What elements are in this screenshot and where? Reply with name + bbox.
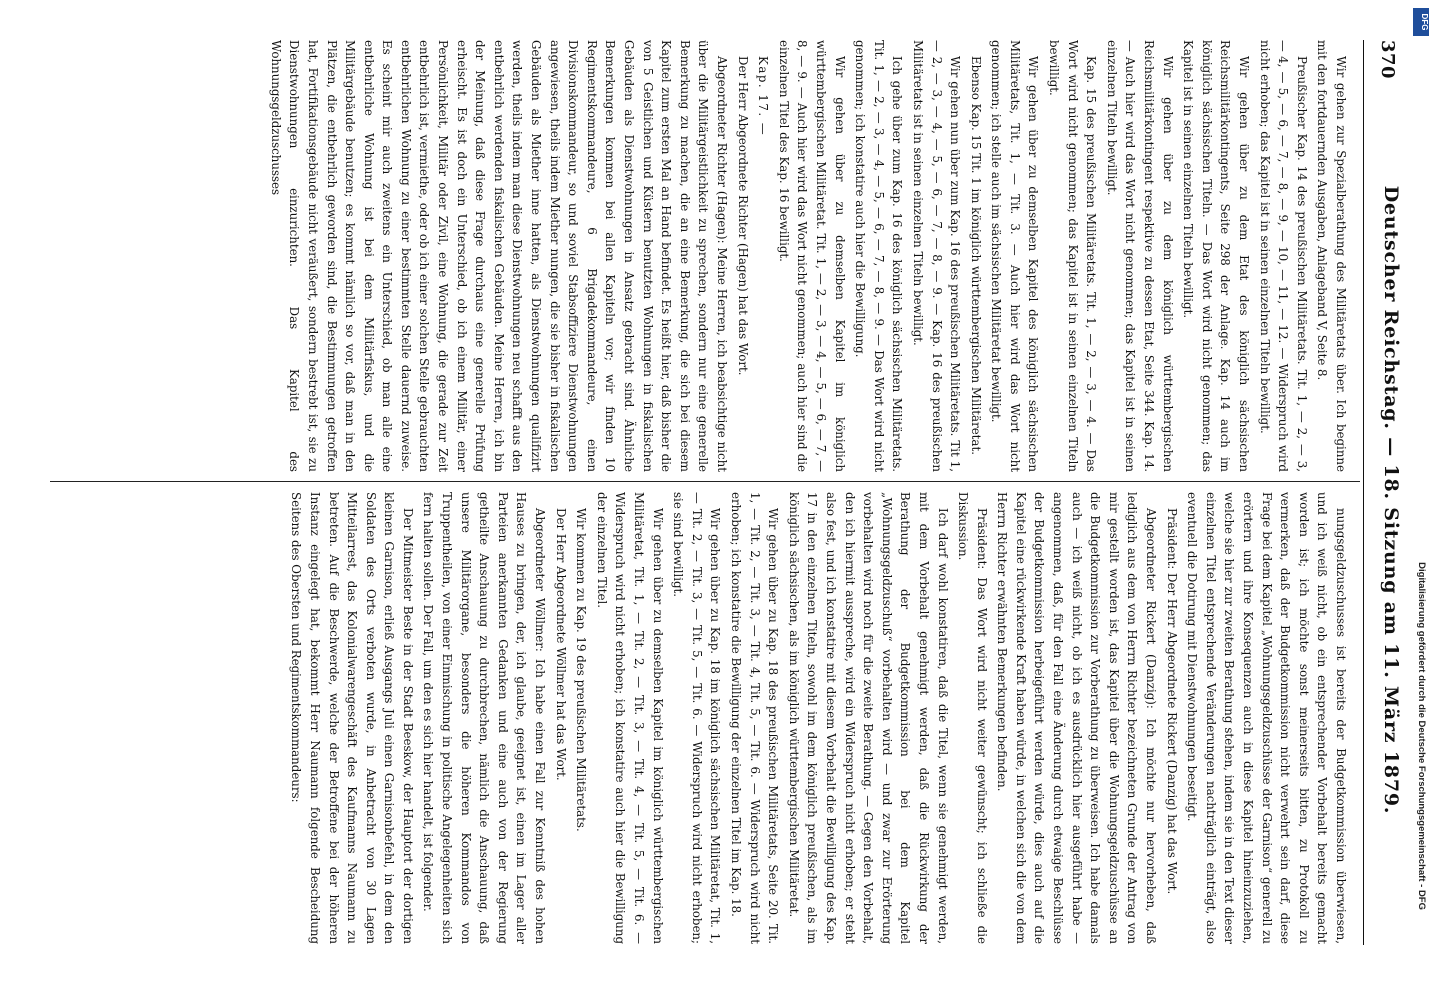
paragraph: Wir gehen über zu dem Etat des königlich sächsischen Reichsmilitärkontingents, Seite 298 der Anlage. Kap. 14 auch im königlich sächsischen Titeln. — Das Wort wird nicht genommen; das Kapitel ist in seinen einzelnen Titeln bewilligt. xyxy=(1181,40,1252,472)
running-title: Deutscher Reichstag. — 18. Sitzung am 11. März 1879. xyxy=(1380,185,1402,815)
digitization-sidebar xyxy=(1410,0,1432,1000)
left-column xyxy=(50,40,1350,472)
paragraph: nungsgeldzuschusses ist bereits der Budgetkommission überwiesen, und ich weiß nicht, ob ein entsprechender Vorbehalt bereits gemacht worden ist; ich möchte sonst meinerseits bitten, zu Protokoll zu vermerken, daß der Budgetkommission nicht verwehrt sein darf, diese Frage bei dem Kapitel „Wohnungsgeldzuschüsse der Garnison“ generell zu erörtern und ihre Konsequenzen auch in diese Kapitel hineinzuziehen, welche sie hier zur zweiten Berathung stehen, indem sie in den Text dieser einzelnen Titel entsprechende Veränderungen nachträglich einträgt, also eventuell die Dotirung mit Dienstwohnungen beseitigt. xyxy=(1185,492,1348,944)
paragraph: Wir kommen zu Kap. 19 des preußischen Militäretats. xyxy=(574,508,589,832)
speech-paragraph: Abgeordneter Richter (Hagen): Meine Herren, ich beabsichtige nicht über die Militärgeistlichkeit zu sprechen, sondern nur eine generelle Bemerkung zu machen, die an eine Bemerkung, die sich bei diesem Kapitel zum ersten Mal an Hand befindet. Es heißt hier, daß bisher die von 5 Geistlichen und Küstern benutzten Wohnungen in fiskalischen Gebäuden als Dienstwohnungen in Ansatz gebracht sind. Ähnliche Bemerkungen kommen bei allen Kapiteln vor; wir finden 10 Regimentskommandeure, 6 Brigadekommandeure, einen Divisionskommandeur, so und soviel Stabsoffiziere Dienstwohnungen angewiesen, theils indem Miether nungen, die sie bisher in fiskalischen Gebäuden als Miether inne hatten, als Dienstwohnungen qualifizirt werden, theils indem man diese Dienstwohnungen neu schafft aus den entbehrlich werdenden fiskalischen Gebäuden. Meine Herren, ich bin der Meinung, daß diese Frage durchaus eine generelle Prüfung erheischt. Es ist doch ein Unterschied, ob ich einem Militär, einer Persönlichkeit, Militär oder Zivil, eine Wohnung, die gerade zur Zeit entbehrlich ist, vermiethe, oder ob ich einer solchen Stelle gebrauchten entbehrlichen Wohnung zu einer bestimmten Stelle dauernd zuweise. Es scheint mir auch zweitens ein Unterschied, ob man alle eine entbehrliche Wohnung ist bei dem Militärfiskus, und die Militärgebäude benutzen; es kommt nämlich so vor, daß man in den Plätzen, die entbehrlich geworden sind, die Bestimmungen getroffen hat, Fortifikationsgebäude nicht veräußert, sondern bestrebt ist, sie zu Dienstwohnungen einzurichten. Das Kapitel des Wohnungsgeldzuschusses xyxy=(268,40,729,472)
speech-paragraph: Abgeordneter Wöllmer: Ich habe einen Fall zur Kenntniß des hohen Hauses zu bringen, der, ich glaube, geeignet ist, einen im Lager aller Parteien anerkannten Gedanken und eine auch von der Regierung getheilte Anschauung zu durchbrechen, nämlich die Anschauung, daß unsere Militärorgane, besonders die höheren Kommandos von Truppentheilen, von einer Einmischung in politische Angelegenheiten sich fern halten sollen. Der Fall, um den es sich hier handelt, ist folgender. xyxy=(421,492,548,944)
speech-paragraph: Abgeordneter Rickert (Danzig): Ich möchte nur hervorheben, daß lediglich aus dem von Herrn Richter bezeichneten Grunde der Antrag von mir gestellt worden ist, das Kapitel über die Wohnungsgeldzuschüsse an die Budgetkommission zur Vorberathung zu überweisen. Ich habe damals auch — ich weiß nicht, ob ich es ausdrücklich hier ausgeführt habe — angenommen, daß, für den Fall eine Änderung durch etwaige Beschlüsse der Budgetkommission herbeigeführt werden würde, dies auch auf die Kapitel eine rückwirkende Kraft haben würde, in welchen sich die von dem Herrn Richter erwähnten Bemerkungen befinden. xyxy=(995,492,1159,944)
paragraph: Wir gehen über zu Kap. 18 im königlich sächsischen Militäretat, Tit. 1, — Tit. 2, — Tit. 3, — Tit. 5, — Tit. 6. — Widerspruch wird nicht erhoben; sie sind bewilligt. xyxy=(671,492,723,944)
paragraph: Der Herr Abgeordnete Richter (Hagen) hat das Wort. xyxy=(735,56,750,376)
digitization-note: Digitalisierung gefördert durch die Deutsche Forschungsgemeinschaft - DFG xyxy=(1416,562,1427,910)
page-number: 370 xyxy=(1377,40,1398,80)
president-paragraph: Präsident: Der Herr Abgeordnete Rickert (Danzig) hat das Wort. xyxy=(1164,508,1179,895)
paragraph: Wir gehen über zu demselben Kapitel des königlich sächsischen Militäretats, Tit. 1, — Tit. 3. — Auch hier wird das Wort nicht genommen; ich stelle auch im sächsischen Militäretat bewilligt. xyxy=(989,40,1041,472)
header-rule xyxy=(1363,40,1364,945)
dfg-logo xyxy=(1413,8,1429,36)
paragraph: Der Mitmeister Beste in der Stadt Beeskow, der Hauptort der dortigen kleinen Garnison, erließ Ausgangs Juli einen Garnisonbefehl, in dem den Soldaten des Orts verboten wurde, in Anbetracht von 30 Lagen Mitteilarrest, das Kolonialwarengeschäft des Kaufmanns Naumann zu betreten. Auf die Beschwerde, welche der Betroffene bei der höheren Instanz eingelegt hat, bekommt Herr Naumann folgende Bescheidung Seitens des Obersten und Regimentskommandeurs: xyxy=(289,492,415,944)
paragraph: Wir gehen über zu Kap. 18 des preußischen Militäretats, Seite 20. Tit. 1, — Tit. 2, — Tit. 3, — Tit. 4, Tit. 5, — Tit. 6. — Widerspruch wird nicht erhoben; ich konstatire die Bewilligung der einzelnen Titel im Kap. 18. xyxy=(729,492,781,944)
paragraph: Wir gehen über zu demselben Kapitel im königlich württembergischen Militäretat. Tit. 1, — 2, — 3, — 4, — 5, — 6, — 7, — 8, — 9. — Auch hier wird das Wort nicht genommen; auch hier sind die einzelnen Titel des Kap. 16 bewilligt. xyxy=(776,40,847,472)
column-divider xyxy=(50,481,1360,482)
paragraph: Der Herr Abgeordnete Wöllmer hat das Wort. xyxy=(553,508,568,781)
paragraph: Ich gehe über zum Kap. 16 des königlich sächsischen Militäretats. Tit. 1, — 2, — 3, — 4, — 5, — 6, — 7, — 8, — 9. — Das Wort wird nicht genommen; ich konstatire auch hier die Bewilligung. xyxy=(853,40,905,472)
dfg-logo-text: DFG xyxy=(1420,13,1429,31)
chapter-heading: Kap. 17. — xyxy=(756,56,771,137)
paragraph: Kap. 15 des preußischen Militäretats. Tit. 1, — 2, — 3, — 4. — Das Wort wird nicht genommen; das Kapitel ist in seinen einzelnen Titeln bewilligt. xyxy=(1047,40,1099,472)
paragraph: Wir gehen über zu demselben Kapitel im königlich württembergischen Militäretat, Tit. 1, — Tit. 2, — Tit. 3, — Tit. 4, — Tit. 5, — Tit. 6. — Widerspruch wird nicht erhoben; ich konstatire auch hier die Bewilligung der einzelnen Titel. xyxy=(594,492,665,944)
paragraph: Wir gehen nun über zum Kap. 16 des preußischen Militäretats. Tit 1, — 2, — 3, — 4, — 5, — 6, — 7, — 8, — 9. — Kap. 16 des preußischen Militäretats ist in seinen einzelnen Titeln bewilligt. xyxy=(910,40,963,472)
paragraph: Preußischer Kap. 14 des preußischen Militäretats. Tit. 1, — 2, — 3, — 4, — 5, — 6, — 7, — 8, — 9, — 10, — 11, — 12. — Widerspruch wird nicht erhoben; das Kapitel ist in seinen einzelnen Titeln bewilligt. xyxy=(1257,40,1309,472)
president-paragraph: Präsident: Das Wort wird nicht weiter gewünscht; ich schließe die Diskussion. xyxy=(956,492,989,944)
right-column xyxy=(50,492,1350,944)
paragraph: Ich darf wohl konstatiren, daß die Titel, wenn sie genehmigt werden, mit dem Vorbehalt genehmigt werden, daß die Rückwirkung der Berathung der Budgetkommission bei dem Kapitel „Wohnungsgeldzuschuß“ vorbehalten wird — und zwar zur Erörterung vorbehalten wird noch für die zweite Berathung. — Gegen den Vorbehalt, den ich hiermit ausspreche, wird ein Widerspruch nicht erhoben; er steht also fest, und ich konstatire mit diesem Vorbehalt die Bewilligung des Kap. 17 in den einzelnen Titeln, sowohl im dem königlich preußischen, als im königlich sächsischen, als im königlich württembergischen Militäretat. xyxy=(786,492,950,944)
paragraph: Wir gehen über zu dem königlich württembergischen Reichsmilitärkontingent respektive zu dessen Etat, Seite 344. Kap. 14. — Auch hier wird das Wort nicht genommen; das Kapitel ist in seinen einzelnen Titeln bewilligt. xyxy=(1104,40,1175,472)
paragraph: Wir gehen zur Spezialberathung des Militäretats über. Ich beginne mit den fortdauernden Ausgaben, Anlageband V, Seite 8. xyxy=(1315,40,1348,472)
paragraph: Ebenso Kap. 15 Tit. 1 im königlich württembergischen Militäretat. xyxy=(968,56,983,455)
